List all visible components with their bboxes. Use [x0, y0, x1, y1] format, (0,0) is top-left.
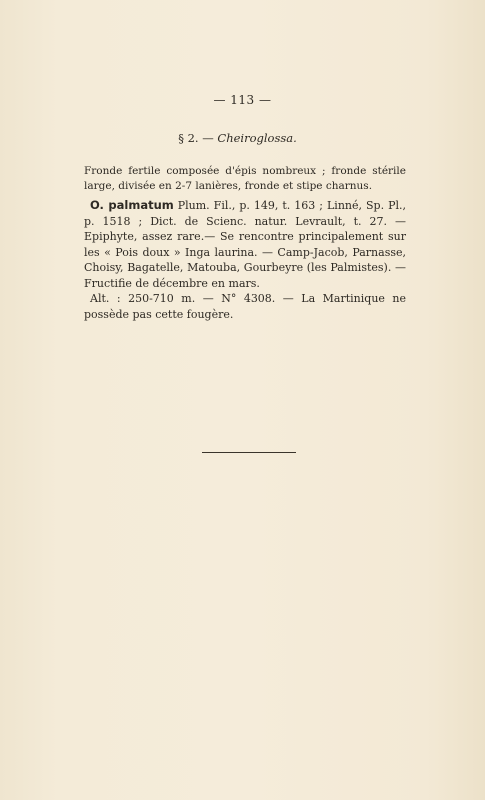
species-text: Plum. Fil., p. 149, t. 163 ; Linné, Sp. Pl., p. 1518 ; Dict. de Scienc. natur. Levrault, t. 27. — Epiphyte, assez rare.— Se rencontre principalement sur les « Pois doux » Inga laurina. — Camp-Jacob, Parnasse, Choisy, Bagatelle, Matouba, Gourbeyre (les Palmistes). — Fructifie de décembre en mars. — [84, 199, 406, 290]
section-description: Fronde fertile composée d'épis nombreux ; fronde stérile large, divisée en 2-7 lanières, fronde et stipe charnus. — [84, 165, 406, 192]
section-heading — [0, 131, 475, 145]
section-prefix: § 2. — — [178, 131, 218, 145]
section-divider — [202, 452, 296, 453]
species-name: O. palmatum — [90, 198, 174, 212]
section-name: Cheiroglossa. — [217, 131, 297, 145]
species-paragraph — [84, 198, 406, 291]
species-entry — [84, 198, 406, 322]
altitude-paragraph: Alt. : 250-710 m. — N° 4308. — La Martinique ne possède pas cette fougère. — [84, 292, 406, 321]
page-number: — 113 — — [213, 93, 272, 107]
